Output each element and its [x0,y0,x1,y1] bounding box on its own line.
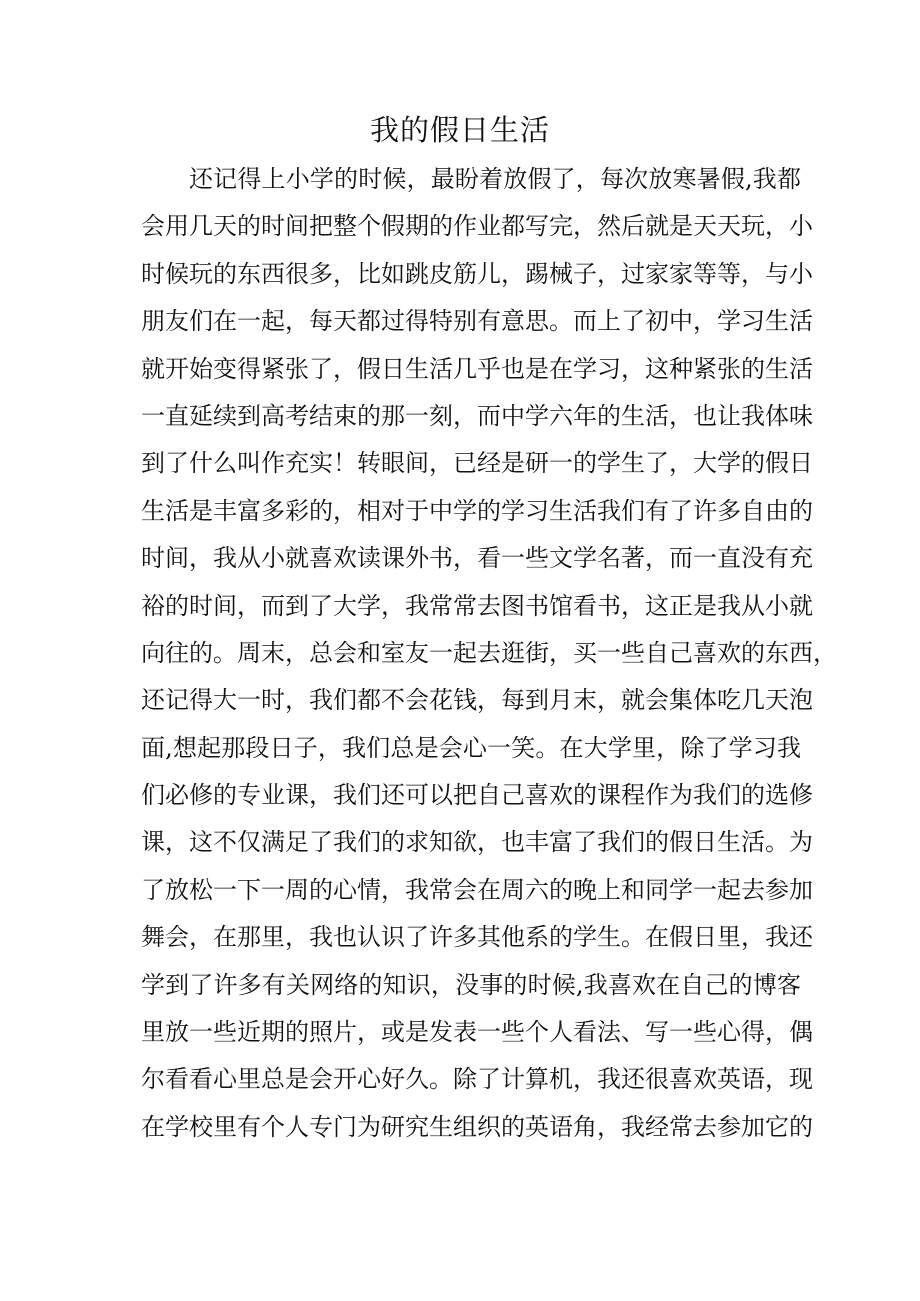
text-line: 时候玩的东西很多，比如跳皮筋儿，踢械子，过家家等等，与小 [141,259,813,288]
text-line: 还记得上小学的时候，最盼着放假了，每次放寒暑假,我都 [189,165,801,193]
text-line: 还记得大一时，我们都不会花钱，每到月末，就会集体吃几天泡 [141,686,813,715]
text-line: 舞会，在那里，我也认识了许多其他系的学生。在假日里，我还 [141,923,813,952]
document-body [141,156,837,1151]
text-line: 在学校里有个人专门为研究生组织的英语角，我经常去参加它的 [141,1112,813,1141]
document-title: 我的假日生活 [369,113,550,147]
text-line: 面,想起那段日子，我们总是会心一笑。在大学里，除了学习我 [141,733,801,762]
text-line: 就开始变得紧张了，假日生活几乎也是在学习，这种紧张的生活 [141,354,813,383]
text-line: 们必修的专业课，我们还可以把自己喜欢的课程作为我们的选修 [141,781,813,810]
text-line: 朋友们在一起，每天都过得特别有意思。而上了初中，学习生活 [141,307,813,336]
text-line: 一直延续到高考结束的那一刻，而中学六年的生活，也让我体味 [141,401,813,430]
text-line: 里放一些近期的照片，或是发表一些个人看法、写一些心得，偶 [141,1018,813,1047]
text-line: 尔看看心里总是会开心好久。除了计算机，我还很喜欢英语，现 [141,1065,813,1094]
text-line: 会用几天的时间把整个假期的作业都写完，然后就是天天玩，小 [141,212,813,241]
text-line: 学到了许多有关网络的知识，没事的时候,我喜欢在自己的博客 [141,970,801,999]
text-line: 课，这不仅满足了我们的求知欲，也丰富了我们的假日生活。为 [141,828,813,857]
text-line: 向往的。周末，总会和室友一起去逛街，买一些自己喜欢的东西， [141,638,837,667]
text-line: 裕的时间，而到了大学，我常常去图书馆看书，这正是我从小就 [141,591,813,620]
text-line: 了放松一下一周的心情，我常会在周六的晚上和同学一起去参加 [141,875,813,904]
text-line: 生活是丰富多彩的，相对于中学的学习生活我们有了许多自由的 [141,496,813,525]
text-line: 时间，我从小就喜欢读课外书，看一些文学名著，而一直没有充 [141,544,813,573]
text-line: 到了什么叫作充实！转眼间，已经是研一的学生了，大学的假日 [141,449,813,478]
